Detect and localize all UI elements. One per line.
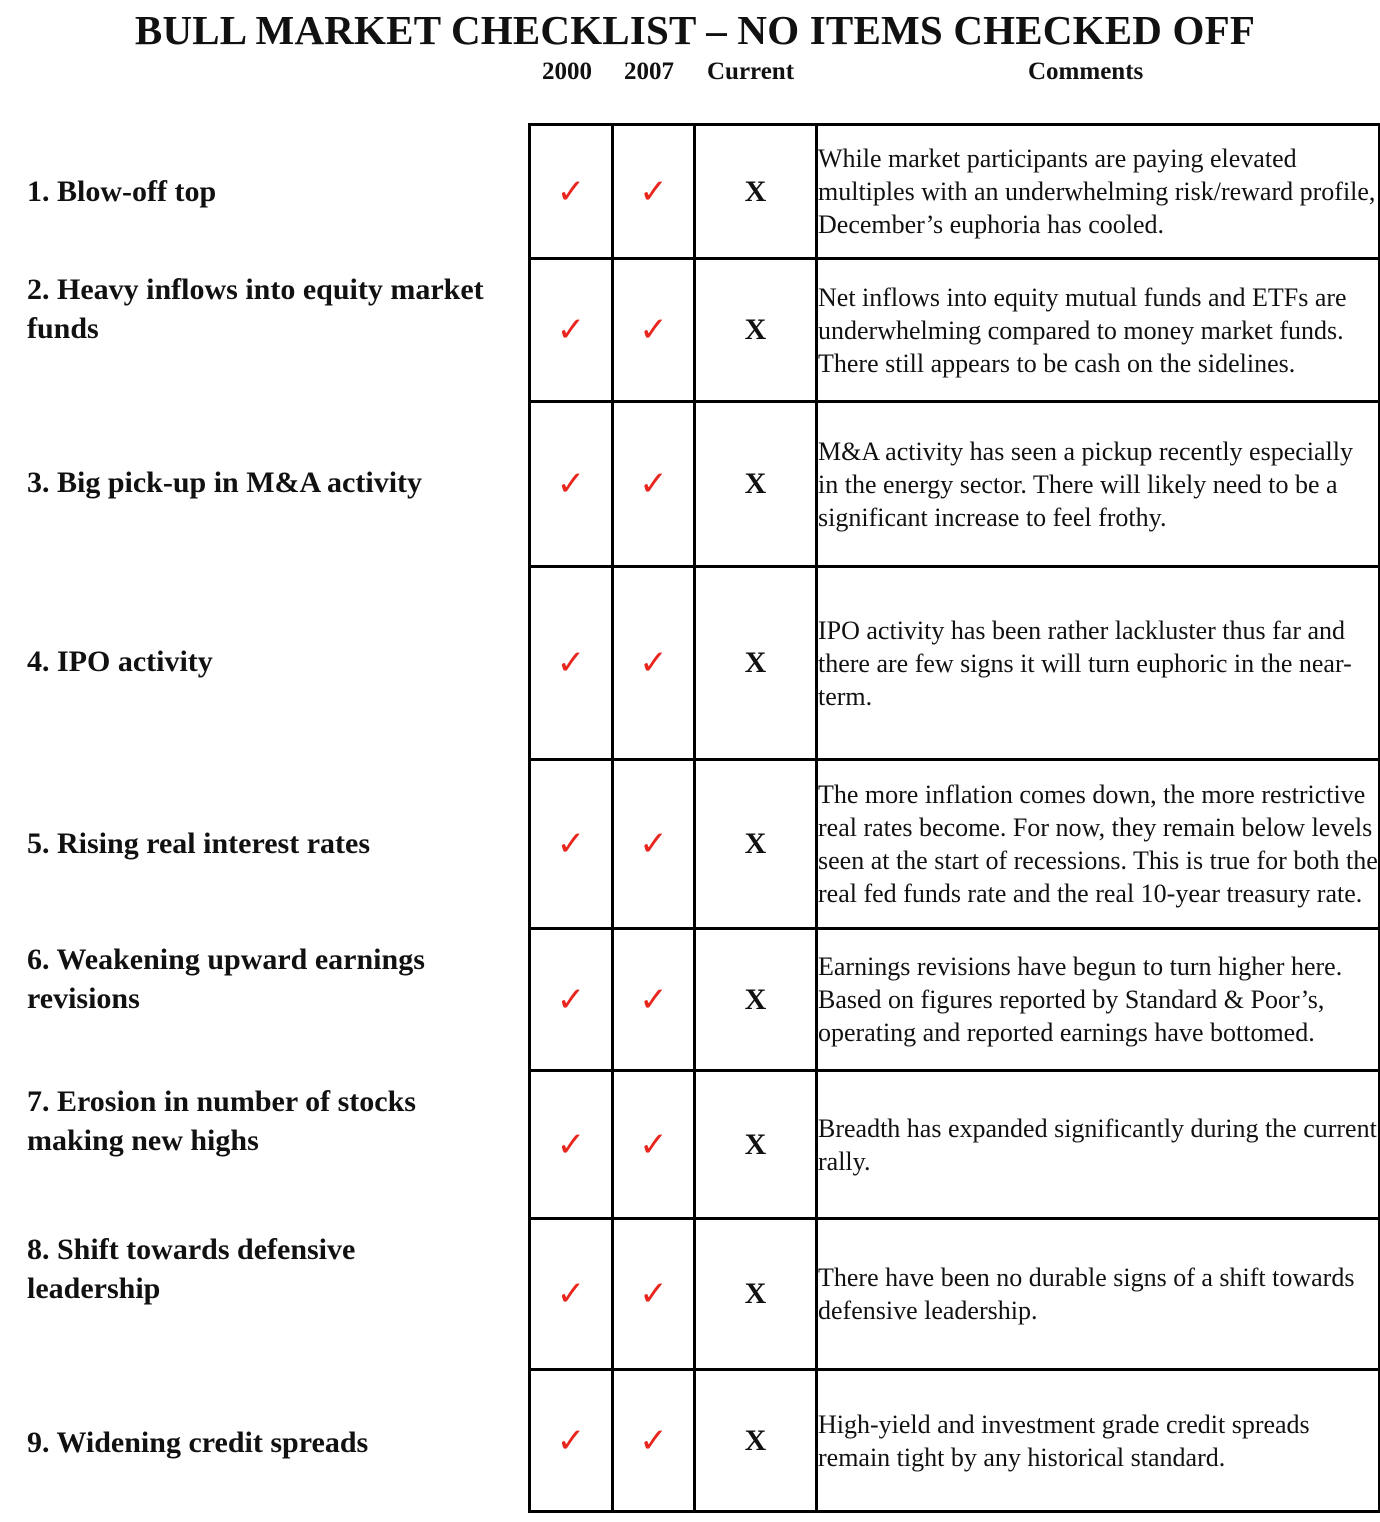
check-2000-icon: ✓ <box>530 125 613 259</box>
current-x-mark: X <box>695 567 817 760</box>
current-x-mark: X <box>695 929 817 1071</box>
table-row <box>530 1219 1380 1370</box>
checklist-item-label: 1. Blow-off top <box>27 175 217 208</box>
column-header-2000: 2000 <box>542 58 592 85</box>
check-2000-icon: ✓ <box>530 1219 613 1370</box>
check-2007-icon: ✓ <box>613 567 695 760</box>
current-x-mark: X <box>695 1370 817 1512</box>
checklist-item-label: 3. Big pick-up in M&A activity <box>27 466 423 499</box>
table-row <box>530 929 1380 1071</box>
check-2000-icon: ✓ <box>530 1370 613 1512</box>
check-2007-icon: ✓ <box>613 1370 695 1512</box>
checklist-item-label: 7. Erosion in number of stocks making new highs <box>27 1085 416 1157</box>
page-title: BULL MARKET CHECKLIST – NO ITEMS CHECKED OFF <box>134 7 1256 53</box>
table-row <box>530 259 1380 402</box>
checklist-item-label: 6. Weakening upward earnings revisions <box>27 943 425 1015</box>
check-2000-icon: ✓ <box>530 402 613 567</box>
column-header-comments: Comments <box>1028 58 1144 85</box>
check-2000-icon: ✓ <box>530 760 613 929</box>
current-x-mark: X <box>695 1219 817 1370</box>
table-row <box>530 125 1380 259</box>
check-2000-icon: ✓ <box>530 259 613 402</box>
column-header-2007: 2007 <box>624 58 674 85</box>
check-2000-icon: ✓ <box>530 929 613 1071</box>
comment-cell: High-yield and investment grade credit spreads remain tight by any historical standard. <box>817 1370 1380 1512</box>
checklist-item-label: 5. Rising real interest rates <box>27 827 370 860</box>
current-x-mark: X <box>695 760 817 929</box>
comment-cell: Net inflows into equity mutual funds and ETFs are underwhelming compared to money market funds. There still appears to be cash on the sidelines. <box>817 259 1380 402</box>
check-2007-icon: ✓ <box>613 1071 695 1219</box>
current-x-mark: X <box>695 1071 817 1219</box>
checklist-item-label: 9. Widening credit spreads <box>27 1426 369 1459</box>
column-header-current: Current <box>707 58 795 85</box>
table-row <box>530 760 1380 929</box>
table-row <box>530 1071 1380 1219</box>
table-row <box>530 567 1380 760</box>
check-2007-icon: ✓ <box>613 402 695 567</box>
check-2007-icon: ✓ <box>613 1219 695 1370</box>
current-x-mark: X <box>695 125 817 259</box>
comment-cell: IPO activity has been rather lackluster thus far and there are few signs it will turn euphoric in the near-term. <box>817 567 1380 760</box>
check-2007-icon: ✓ <box>613 125 695 259</box>
comment-cell: M&A activity has seen a pickup recently especially in the energy sector. There will likely need to be a significant increase to feel frothy. <box>817 402 1380 567</box>
checklist-item-label: 4. IPO activity <box>27 645 213 678</box>
check-2007-icon: ✓ <box>613 760 695 929</box>
check-2007-icon: ✓ <box>613 929 695 1071</box>
check-2000-icon: ✓ <box>530 1071 613 1219</box>
current-x-mark: X <box>695 259 817 402</box>
comment-cell: Breadth has expanded significantly during the current rally. <box>817 1071 1380 1219</box>
comment-cell: The more inflation comes down, the more restrictive real rates become. For now, they remain below levels seen at the start of recessions. This is true for both the real fed funds rate and the real 10-year treasury rate. <box>817 760 1380 929</box>
table-row <box>530 402 1380 567</box>
check-2007-icon: ✓ <box>613 259 695 402</box>
current-x-mark: X <box>695 402 817 567</box>
checklist-item-label: 8. Shift towards defensive leadership <box>27 1233 356 1305</box>
comment-cell: While market participants are paying elevated multiples with an underwhelming risk/reward profile, December’s euphoria has cooled. <box>817 125 1380 259</box>
checklist-item-label: 2. Heavy inflows into equity market funds <box>27 273 484 345</box>
check-2000-icon: ✓ <box>530 567 613 760</box>
checklist-table <box>528 123 1380 1513</box>
table-row <box>530 1370 1380 1512</box>
comment-cell: Earnings revisions have begun to turn higher here. Based on figures reported by Standard & Poor’s, operating and reported earnings have bottomed. <box>817 929 1380 1071</box>
comment-cell: There have been no durable signs of a shift towards defensive leadership. <box>817 1219 1380 1370</box>
